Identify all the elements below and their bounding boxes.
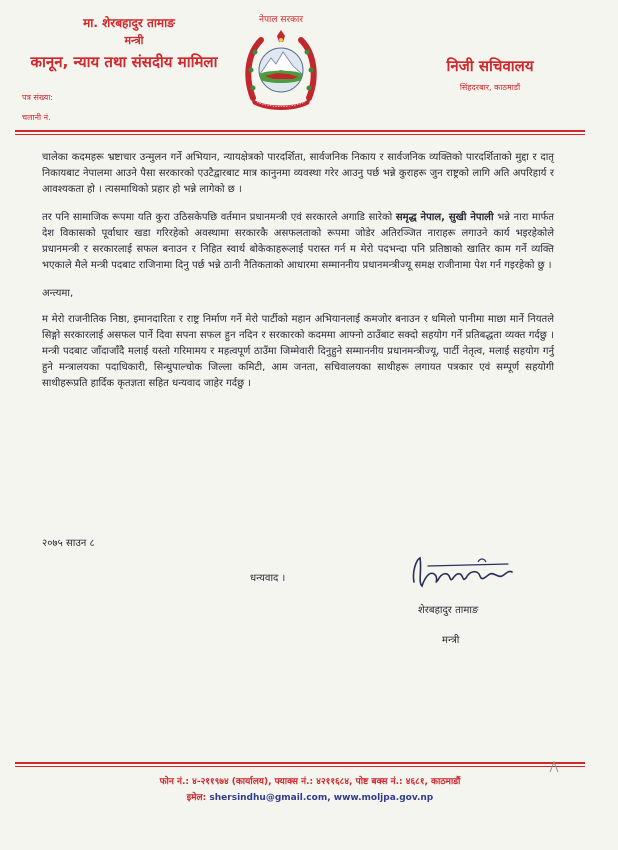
corner-tick-icon xyxy=(548,760,560,774)
chalani-number-label: चलानी नं. xyxy=(22,113,51,122)
letter-date: २०७५ साउन ८ xyxy=(42,538,95,549)
ministry-name: कानून, न्याय तथा संसदीय मामिला xyxy=(30,53,218,71)
body-paragraph-2-rest: भन्ने नारा मार्फत देश विकासको पूर्वाधार खडा गरिरहेको अवस्थामा सरकारकै असफलताको रूपमा जोडेर अतिरञ्जित नाराहरू लगाउने कार्य भइरहेकोले प्रधानमन्त्री र सरकारलाई सफल बनाउन र निहित स्वार्थ बोकेकाहरूलाई परास्त गर्न म मेरो पदभन्दा पनि प्रतिष्ठाको खातिर काम गर्ने व्यक्ति भएकाले मैले मन्त्री पदबाट राजिनामा दिनु पर्छ भन्ने ठानी नैतिकताको आधारमा सम्माननीय प्रधानमन्त्रीज्यू समक्ष राजीनामा पेश गर्न गइरहेको छु । xyxy=(42,212,554,271)
header-divider xyxy=(15,130,585,132)
government-label: नेपाल सरकार xyxy=(258,15,304,25)
office-name: निजी सचिवालय xyxy=(446,57,534,75)
ref-number-label: पत्र संख्या: xyxy=(22,93,53,102)
handwritten-signature-icon xyxy=(408,552,520,592)
body-paragraph-2 xyxy=(42,210,554,274)
letterhead-right xyxy=(420,56,560,93)
signatory-title: मन्त्री xyxy=(442,635,460,646)
footer-email-label: इमेल: xyxy=(186,793,207,803)
thanks-text: धन्यवाद । xyxy=(250,573,286,584)
letter-body xyxy=(42,150,554,404)
letterhead-center xyxy=(236,12,326,25)
body-paragraph-3: म मेरो राजनीतिक निष्ठा, इमानदारिता र राष्ट्र निर्माण गर्ने मेरो पार्टीको महान अभियानलाई कमजोर बनाउन र धमिलो पानीमा माछा मार्ने नियतले सिङ्गो सरकारलाई असफल पार्ने दिवा सपना सफल हुन नदिन र सरकारको कदममा आफ्नो ठाउँबाट सक्दो सहयोग गर्ने प्रतिबद्धता व्यक्त गर्दछु । मन्त्री पदबाट जाँदाजाँदै मलाई यस्तो गरिमामय र महत्वपूर्ण ठाउँमा जिम्मेवारी दिनुहुने सम्माननीय प्रधानमन्त्रीज्यू, पार्टी नेतृत्व, मलाई सहयोग गर्नु हुने मन्त्रालयका पदाधिकारी, सिन्धुपाल्चोक जिल्ला कमिटी, आम जनता, सचिवालयका साथीहरू लगायत पत्रकार एवं सम्पूर्ण सहयोगी साथीहरूप्रति हार्दिक कृतज्ञता सहित धन्यवाद जाहेर गर्दछु । xyxy=(42,314,554,389)
body-paragraph-2-lead: तर पनि सामाजिक रूपमा यति कुरा उठिसकेपछि वर्तमान प्रधानमन्त्री एवं सरकारले अगाडि सारेको xyxy=(42,212,393,223)
office-address: सिंहदरबार, काठमाडौं xyxy=(459,83,521,92)
minister-name: मा. शेरबहादुर तामाङ xyxy=(83,16,175,30)
nepal-emblem-icon xyxy=(243,28,319,112)
footer-contact: फोन नं.: ४-२११९७४ (कार्यालय), फ्याक्स नं.: ४२११६८४, पोष्ट बक्स नं.: ४६८१, काठमाडौं xyxy=(159,777,461,787)
minister-title: मन्त्री xyxy=(124,34,144,47)
footer-email-link[interactable]: shersindhu@gmail.com, www.moljpa.gov.np xyxy=(209,793,434,803)
closing-word: अन्त्यमा, xyxy=(42,288,74,299)
footer-email-line xyxy=(40,790,580,803)
footer-divider xyxy=(15,762,585,764)
body-paragraph-1: चालेका कदमहरू भ्रष्टाचार उन्मुलन गर्ने अभियान, न्यायक्षेत्रको पारदर्शिता, सार्वजनिक निकाय र सार्वजनिक व्यक्तिको पारदर्शिताको मुद्दा र दातृ निकायबाट नेपालमा आउने पैसा सरकारको एउटैद्वारबाट मात्र कानुनमा व्यवस्था गरेर आउनु पर्छ भन्ने कुराहरू जुन राष्ट्रको लागि अति अपरिहार्य र आवश्यकता हो । त्यसमाथिको प्रहार हो भन्ने लागेको छ । xyxy=(42,152,554,195)
header-divider-thin xyxy=(15,134,585,135)
footer-divider-thin xyxy=(15,766,585,767)
signatory-name: शेरबहादुर तामाङ xyxy=(418,605,479,616)
letterhead-left xyxy=(30,14,234,72)
slogan-text: समृद्ध नेपाल, सुखी नेपाली xyxy=(395,212,494,223)
